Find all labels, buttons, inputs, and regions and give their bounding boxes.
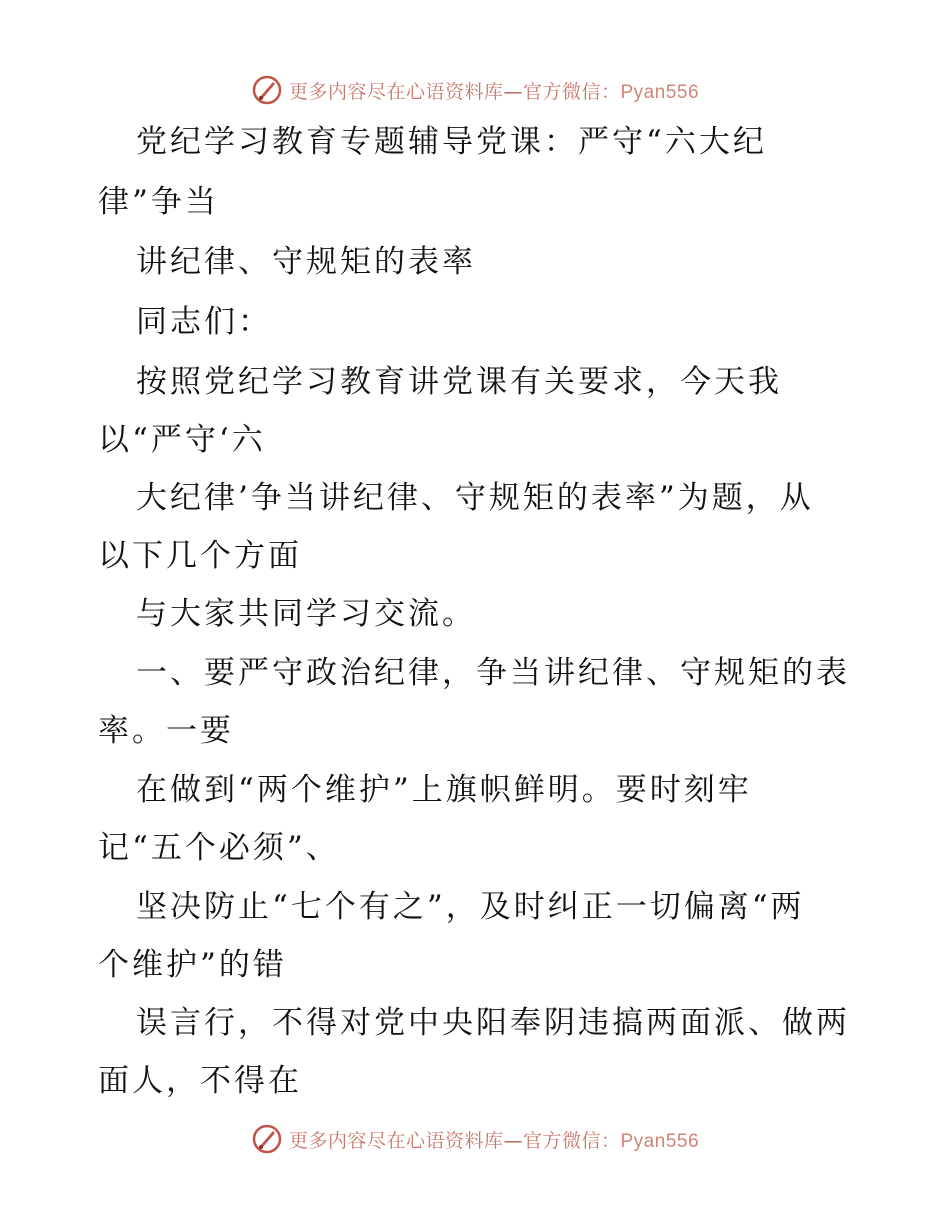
doc-line: 以“严守‘六 <box>98 422 266 458</box>
doc-line: 坚决防止“七个有之”，及时纠正一切偏离“两 <box>136 889 805 925</box>
doc-line: 个维护”的错 <box>98 947 287 983</box>
doc-line: 率。一要 <box>98 713 234 749</box>
watermark-separator: — <box>503 1129 523 1152</box>
watermark-site: 更多内容尽在心语资料库 <box>288 1129 504 1152</box>
doc-line: 律”争当 <box>98 184 219 220</box>
doc-line: 讲纪律、守规矩的表率 <box>136 244 476 280</box>
doc-line: 在做到“两个维护”上旗帜鲜明。要时刻牢 <box>136 772 752 808</box>
quill-seal-icon <box>251 74 283 106</box>
header-watermark <box>0 70 950 110</box>
quill-seal-icon <box>251 1123 283 1155</box>
watermark-wechat-id: Pyan556 <box>620 1130 700 1152</box>
doc-line: 记“五个必须”、 <box>98 830 340 866</box>
watermark-wechat-id: Pyan556 <box>620 81 700 103</box>
watermark-text <box>289 77 699 104</box>
watermark-wechat-label: 官方微信： <box>522 80 621 103</box>
doc-line: 党纪学习教育专题辅导党课：严守“六大纪 <box>136 124 767 160</box>
doc-line: 以下几个方面 <box>98 538 302 574</box>
watermark-wechat-label: 官方微信： <box>522 1129 621 1152</box>
doc-line: 大纪律’争当讲纪律、守规矩的表率”为题，从 <box>136 480 814 516</box>
doc-line: 面人，不得在 <box>98 1063 302 1099</box>
doc-line: 与大家共同学习交流。 <box>136 596 476 632</box>
watermark-separator: — <box>503 80 523 103</box>
footer-watermark <box>0 1119 950 1159</box>
watermark-text <box>289 1126 699 1153</box>
watermark-site: 更多内容尽在心语资料库 <box>288 80 504 103</box>
doc-line: 按照党纪学习教育讲党课有关要求，今天我 <box>136 364 782 400</box>
doc-line: 误言行，不得对党中央阳奉阴违搞两面派、做两 <box>136 1005 850 1041</box>
doc-line: 一、要严守政治纪律，争当讲纪律、守规矩的表 <box>136 655 850 691</box>
doc-line: 同志们： <box>136 304 272 340</box>
